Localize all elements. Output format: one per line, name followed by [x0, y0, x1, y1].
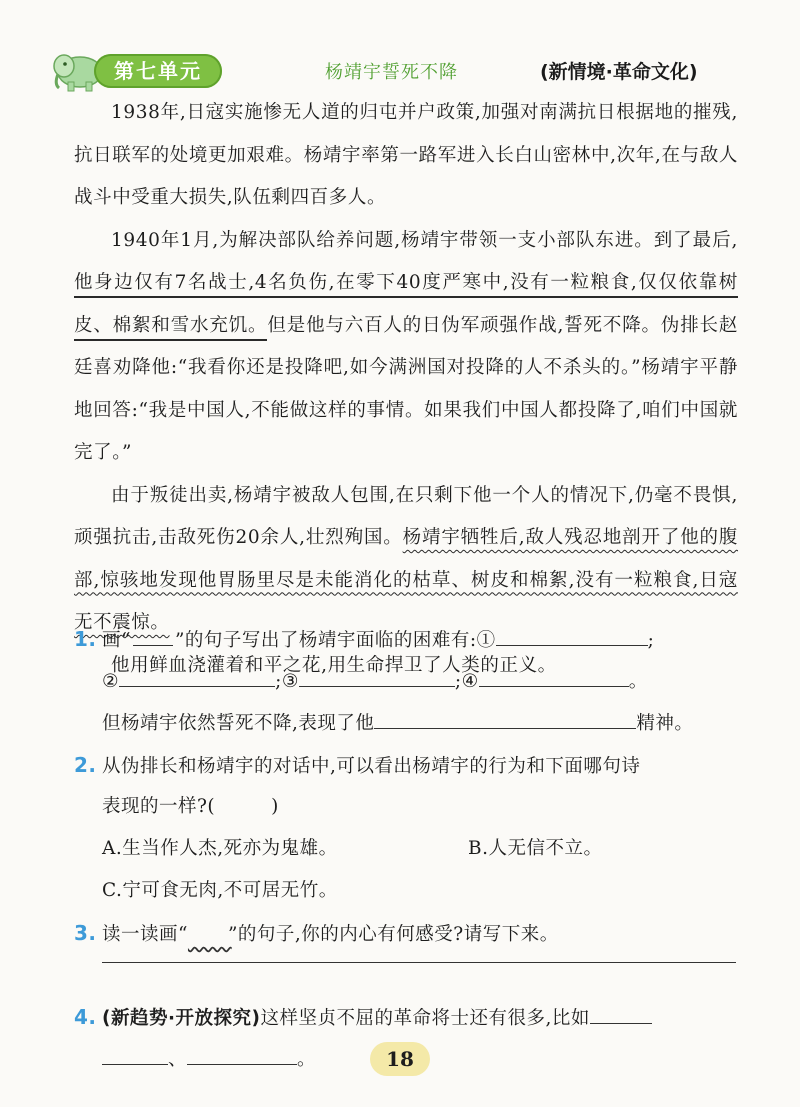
answer-blank-4[interactable] [479, 660, 629, 687]
question-tag: (新趋势·开放探究) [102, 1008, 261, 1029]
option-c[interactable]: C.宁可食无肉,不可居无竹。 [102, 880, 338, 901]
question-1-line-3: 但杨靖宇依然誓死不降,表现了他 精神。 [74, 702, 738, 744]
page-header [0, 0, 800, 92]
answer-line[interactable] [102, 962, 736, 963]
answer-blank-3[interactable] [299, 660, 455, 687]
question-2-line-2: 表现的一样?( ) [102, 796, 279, 817]
wavy-marker [188, 914, 228, 934]
page-number: 18 [370, 1042, 430, 1076]
option-a[interactable]: A.生当作人杰,死亦为鬼雄。 [102, 838, 338, 859]
underlined-sentence: 他身边仅有7名战士,4名负伤,在零下40度严寒中,没有一粒粮食,仅仅依靠树皮、棉絮和雪水充饥。 [74, 272, 738, 341]
answer-blank-2[interactable] [119, 660, 275, 687]
question-4-line-2: 、 。 [74, 1038, 738, 1080]
unit-badge: 第七单元 [94, 54, 222, 88]
question-1-line-2: ② ;③ ;④ 。 [74, 660, 738, 702]
question-2-line-1: 2. 从伪排长和杨靖宇的对话中,可以看出杨靖宇的行为和下面哪句诗 [74, 744, 738, 786]
paragraph-1: 1938年,日寇实施惨无人道的归屯并户政策,加强对南满抗日根据地的摧残,抗日联军的处境更加艰难。杨靖宇率第一路军进入长白山密林中,次年,在与敌人战斗中受重大损失,队伍剩四百多人。 [74, 102, 738, 208]
wavy-underlined-sentence: 杨靖宇牺牲后,敌人残忍地剖开了他的腹部,惊骇地发现他胃肠里尽是未能消化的枯草、树皮和棉絮,没有一粒粮食,日寇无不震惊。 [74, 527, 739, 633]
answer-blank-example-3[interactable] [187, 1038, 297, 1065]
option-b[interactable]: B.人无信不立。 [468, 838, 603, 859]
question-2-option-c-row [74, 870, 738, 912]
answer-blank-example-2[interactable] [102, 1038, 168, 1065]
question-3-answer-space[interactable] [74, 954, 738, 996]
question-3: 3. 读一读画“ ”的句子,你的内心有何感受?请写下来。 [74, 912, 738, 954]
underline-marker [133, 623, 173, 646]
lesson-title: 杨靖宇誓死不降 [325, 62, 458, 83]
question-1-line-1: 1. 画“ ”的句子写出了杨靖宇面临的困难有:① ; [74, 618, 738, 660]
question-number: 1. [74, 627, 97, 651]
question-number: 4. [74, 1005, 97, 1029]
section-tag: (新情境·革命文化) [540, 61, 698, 83]
answer-blank-example-1[interactable] [590, 997, 652, 1024]
question-number: 3. [74, 921, 97, 945]
questions-section [74, 618, 738, 1080]
reading-passage [74, 92, 738, 687]
paragraph-4: 他用鲜血浇灌着和平之花,用生命捍卫了人类的正义。 [111, 654, 557, 676]
question-number: 2. [74, 753, 97, 777]
question-2-options-row [74, 828, 738, 870]
paragraph-2: 1940年1月,为解决部队给养问题,杨靖宇带领一支小部队东进。到了最后,他身边仅有7名战士,4名负伤,在零下40度严寒中,没有一粒粮食,仅仅依靠树皮、棉絮和雪水充饥。但是他与六百人的日伪军顽强作战,誓死不降。伪排长赵廷喜劝降他:“我看你还是投降吧,如今满洲国对投降的人不杀头的。”杨靖宇平静地回答:“我是中国人,不能做这样的事情。如果我们中国人都投降了,咱们中国就完了。” [74, 229, 738, 463]
question-4-line-1: 4. (新趋势·开放探究)这样坚贞不屈的革命将士还有很多,比如 [74, 996, 738, 1038]
answer-blank-1[interactable] [496, 619, 648, 646]
answer-blank-spirit[interactable] [374, 702, 636, 729]
paragraph-3: 由于叛徒出卖,杨靖宇被敌人包围,在只剩下他一个人的情况下,仍毫不畏惧,顽强抗击,击敌死伤20余人,壮烈殉国。杨靖宇牺牲后,敌人残忍地剖开了他的腹部,惊骇地发现他胃肠里尽是未能消化的枯草、树皮和棉絮,没有一粒粮食,日寇无不震惊。 [74, 484, 739, 633]
